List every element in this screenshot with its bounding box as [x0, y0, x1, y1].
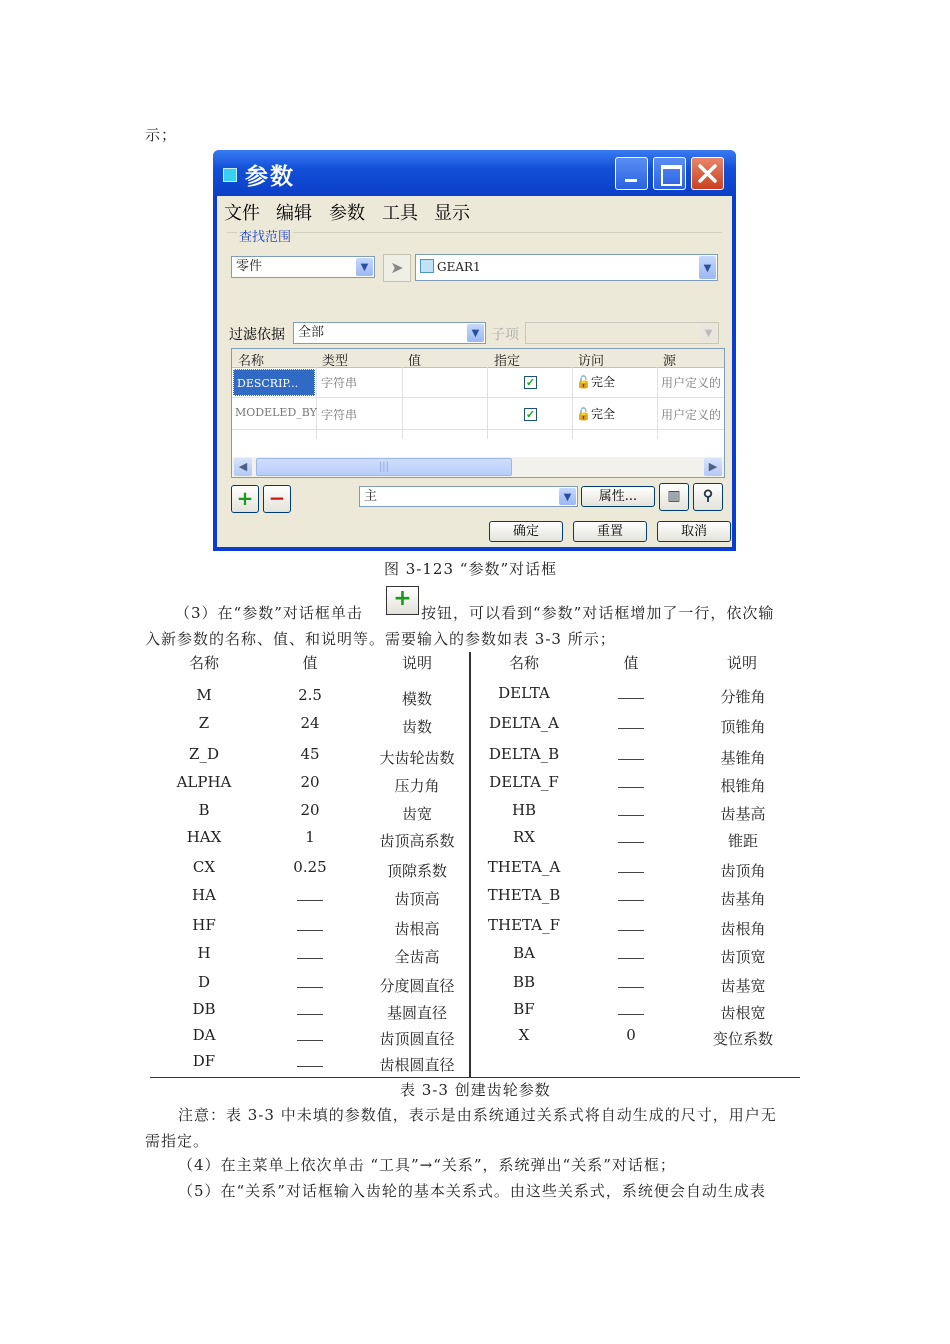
subitem-select[interactable]	[525, 322, 719, 344]
param-name: DELTA_F	[489, 773, 559, 791]
horizontal-scrollbar[interactable]	[232, 457, 724, 477]
param-description: 基锥角	[720, 749, 766, 767]
close-button[interactable]	[691, 157, 724, 190]
param-description: 全齿高	[394, 948, 440, 966]
chevron-down-icon: ▼	[699, 256, 716, 279]
table-header	[232, 349, 725, 368]
blank-field	[618, 828, 644, 843]
blank-field	[297, 1052, 323, 1067]
param-description: 齿根圆直径	[379, 1056, 455, 1074]
dialog-titlebar[interactable]	[213, 150, 736, 196]
scroll-thumb[interactable]: |||	[256, 458, 512, 476]
cell-access: 🔓完全	[576, 375, 615, 389]
param-value	[606, 801, 656, 820]
main-value: 主	[364, 489, 378, 504]
param-value	[606, 745, 656, 764]
blank-field	[297, 944, 323, 959]
param-value: 24	[300, 714, 320, 732]
plus-icon: +	[386, 586, 419, 615]
param-name: DA	[192, 1026, 216, 1044]
find-button[interactable]	[693, 483, 723, 511]
cell-type: 字符串	[321, 376, 358, 390]
param-description: 顶隙系数	[386, 862, 447, 880]
param-name: DB	[192, 1000, 216, 1018]
param-name: DF	[192, 1052, 216, 1070]
param-name: X	[518, 1026, 530, 1044]
blank-field	[618, 714, 644, 729]
param-value: 0.25	[293, 858, 327, 876]
blank-field	[618, 684, 644, 699]
select-pointer-button[interactable]	[383, 254, 411, 282]
model-select[interactable]	[415, 254, 718, 281]
header-name: 名称	[508, 654, 539, 672]
col-type[interactable]: 类型	[322, 354, 349, 369]
paragraph-3-end: 按钮，可以看到“参数”对话框增加了一行，依次输	[421, 604, 775, 622]
col-value[interactable]: 值	[408, 354, 422, 369]
maximize-button[interactable]	[653, 157, 686, 190]
cancel-button[interactable]: 取消	[657, 521, 731, 542]
param-value: 20	[300, 773, 320, 791]
remove-parameter-button[interactable]	[263, 485, 291, 513]
param-value: 45	[300, 745, 320, 763]
cell-name[interactable]: DESCRIP...	[233, 369, 315, 396]
param-name: Z	[198, 714, 210, 732]
chevron-down-icon: ▼	[559, 488, 576, 505]
param-name: BA	[513, 944, 535, 962]
param-description: 齿根角	[720, 920, 766, 938]
note-line2: 需指定。	[145, 1132, 210, 1150]
param-description: 锥距	[727, 832, 758, 850]
header-description: 说明	[726, 654, 757, 672]
properties-button[interactable]: 属性...	[581, 486, 655, 507]
cell-type: 字符串	[321, 408, 358, 422]
lock-icon: 🔓	[576, 375, 591, 389]
scroll-right-icon[interactable]: ▶	[704, 458, 722, 476]
param-name: THETA_B	[487, 886, 561, 904]
param-description: 模数	[401, 690, 432, 708]
param-name: BF	[513, 1000, 535, 1018]
close-icon	[692, 158, 723, 189]
header-value: 值	[302, 654, 318, 672]
param-value	[606, 973, 656, 992]
param-name: RX	[513, 828, 535, 846]
param-description: 齿顶角	[720, 862, 766, 880]
blank-field	[297, 1000, 323, 1015]
binoculars-icon: ⚲	[702, 488, 714, 504]
note-line1: 注意：表 3-3 中未填的参数值，表示是由系统通过关系式将自动生成的尺寸，用户无	[178, 1106, 777, 1124]
param-value	[285, 916, 335, 935]
blank-field	[297, 886, 323, 901]
param-value	[606, 944, 656, 963]
cell-access: 🔓完全	[576, 407, 615, 421]
param-name: THETA_F	[488, 916, 560, 934]
dialog-client	[217, 196, 732, 547]
menu-parameters[interactable]: 参数	[329, 203, 365, 224]
step-5: （5）在“关系”对话框输入齿轮的基本关系式。由这些关系式，系统便会自动生成表	[178, 1182, 766, 1200]
param-value: 1	[305, 828, 315, 846]
param-description: 齿根宽	[720, 1004, 766, 1022]
minus-icon: −	[268, 486, 286, 510]
param-value	[606, 773, 656, 792]
param-value	[606, 828, 656, 847]
blank-field	[297, 916, 323, 931]
param-name: BB	[512, 973, 536, 991]
param-name: H	[197, 944, 211, 962]
col-designated[interactable]: 指定	[494, 354, 521, 369]
paragraph-3-line2: 入新参数的名称、值、和说明等。需要输入的参数如表 3-3 所示；	[145, 630, 616, 648]
param-value: 0	[626, 1026, 636, 1044]
param-name: D	[197, 973, 211, 991]
blank-field	[618, 801, 644, 816]
col-source[interactable]: 源	[663, 354, 677, 369]
param-description: 分锥角	[720, 688, 766, 706]
param-description: 齿数	[401, 718, 432, 736]
scope-value: 零件	[236, 259, 263, 274]
param-description: 大齿轮齿数	[379, 749, 455, 767]
param-name: DELTA_B	[488, 745, 560, 763]
columns-icon: ▥	[667, 488, 681, 504]
reset-button[interactable]: 重置	[573, 521, 647, 542]
param-description: 齿顶宽	[720, 948, 766, 966]
param-name: DELTA	[498, 684, 550, 702]
param-value	[285, 1052, 335, 1071]
window-icon	[223, 168, 237, 182]
menubar	[217, 196, 732, 226]
param-description: 齿宽	[401, 805, 432, 823]
param-value	[285, 1000, 335, 1019]
scroll-left-icon[interactable]: ◀	[234, 458, 252, 476]
header-value: 值	[623, 654, 639, 672]
main-select[interactable]	[359, 486, 578, 507]
param-description: 齿顶圆直径	[379, 1030, 455, 1048]
blank-field	[297, 973, 323, 988]
figure-caption: 图 3-123 “参数”对话框	[384, 560, 558, 578]
chevron-down-icon: ▼	[356, 258, 373, 276]
param-name: HA	[192, 886, 216, 904]
paragraph-3-start: （3）在“参数”对话框单击	[175, 604, 363, 622]
param-value	[285, 973, 335, 992]
menu-display[interactable]: 显示	[434, 203, 470, 224]
param-value	[606, 1000, 656, 1019]
param-value	[606, 714, 656, 733]
chevron-down-icon: ▼	[700, 324, 717, 342]
param-name: THETA_A	[487, 858, 561, 876]
param-value	[606, 684, 656, 703]
model-value: GEAR1	[437, 260, 481, 274]
param-description: 压力角	[394, 777, 440, 795]
chevron-down-icon: ▼	[467, 324, 484, 342]
param-value	[606, 916, 656, 935]
blank-field	[618, 1000, 644, 1015]
parameters-table	[231, 348, 725, 478]
minimize-button[interactable]	[615, 157, 648, 190]
table-caption: 表 3-3 创建齿轮参数	[400, 1081, 551, 1099]
text-continuation: 示；	[145, 126, 178, 144]
col-access[interactable]: 访问	[578, 354, 605, 369]
menu-file[interactable]: 文件	[224, 203, 260, 224]
menu-tools[interactable]: 工具	[382, 203, 418, 224]
add-parameter-button[interactable]	[231, 485, 259, 513]
param-description: 根锥角	[720, 777, 766, 795]
param-name: B	[198, 801, 210, 819]
param-name: CX	[192, 858, 216, 876]
maximize-icon	[661, 165, 682, 186]
param-name: HAX	[186, 828, 222, 846]
param-description: 变位系数	[712, 1030, 773, 1048]
blank-field	[618, 886, 644, 901]
blank-field	[297, 1026, 323, 1041]
table-bottom-rule	[150, 1077, 800, 1078]
param-value	[606, 886, 656, 905]
param-description: 齿顶高	[394, 890, 440, 908]
param-value	[285, 1026, 335, 1045]
param-name: ALPHA	[176, 773, 232, 791]
param-name: M	[196, 686, 212, 704]
ok-button[interactable]: 确定	[489, 521, 563, 542]
pointer-icon: ➤	[390, 258, 404, 277]
param-name: Z_D	[189, 745, 219, 763]
minimize-icon	[625, 179, 637, 182]
cell-source: 用户定义的	[661, 408, 722, 422]
param-description: 齿基角	[720, 890, 766, 908]
param-value	[606, 858, 656, 877]
param-name: HF	[192, 916, 216, 934]
blank-field	[618, 773, 644, 788]
parameters-dialog	[213, 150, 736, 551]
param-value	[285, 944, 335, 963]
param-name: HB	[511, 801, 537, 819]
param-name: DELTA_A	[488, 714, 560, 732]
param-description: 齿基宽	[720, 977, 766, 995]
col-name[interactable]: 名称	[238, 354, 265, 369]
blank-field	[618, 916, 644, 931]
dialog-title: 参数	[245, 164, 295, 190]
cell-name[interactable]: MODELED_BY	[235, 406, 317, 419]
scope-label: 查找范围	[237, 226, 293, 245]
cell-source: 用户定义的	[661, 376, 722, 390]
part-icon	[420, 259, 434, 273]
param-value: 2.5	[298, 686, 322, 704]
plus-icon: +	[236, 486, 254, 510]
param-description: 基圆直径	[386, 1004, 447, 1022]
checkbox[interactable]: ✓	[525, 376, 536, 389]
subitem-label: 子项	[491, 327, 519, 343]
step-4: （4）在主菜单上依次单击 “工具”→“关系”，系统弹出“关系”对话框；	[178, 1156, 676, 1174]
param-description: 齿根高	[394, 920, 440, 938]
blank-field	[618, 745, 644, 760]
checkbox[interactable]: ✓	[525, 408, 536, 421]
menu-edit[interactable]: 编辑	[276, 203, 312, 224]
param-value: 20	[300, 801, 320, 819]
blank-field	[618, 944, 644, 959]
filter-label: 过滤依据	[229, 327, 285, 343]
filter-value: 全部	[298, 325, 325, 340]
filter-select[interactable]	[293, 322, 486, 344]
blank-field	[618, 858, 644, 873]
table-divider	[469, 652, 471, 1077]
param-description: 齿基高	[720, 805, 766, 823]
param-value	[285, 886, 335, 905]
header-name: 名称	[188, 654, 219, 672]
scope-select[interactable]	[231, 256, 375, 278]
header-description: 说明	[401, 654, 432, 672]
blank-field	[618, 973, 644, 988]
param-description: 分度圆直径	[379, 977, 455, 995]
param-description: 齿顶高系数	[379, 832, 455, 850]
param-description: 顶锥角	[720, 718, 766, 736]
table-columns-button[interactable]	[659, 483, 689, 511]
lock-icon: 🔓	[576, 407, 591, 421]
